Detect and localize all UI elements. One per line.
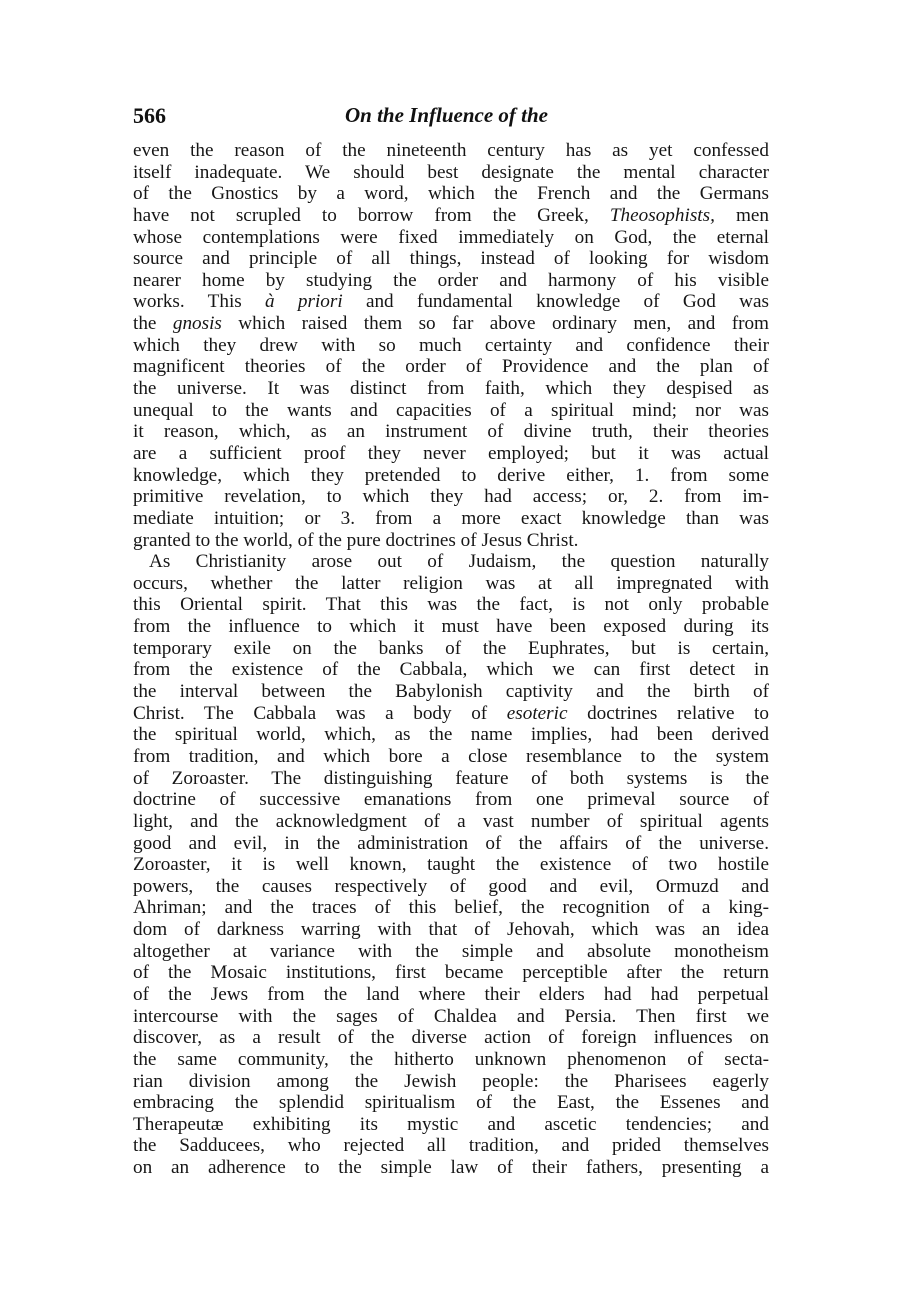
text-line — [133, 421, 769, 443]
text-line — [133, 227, 769, 249]
text-line — [133, 378, 769, 400]
text-line — [133, 919, 769, 941]
text-run: source and principle of all things, instead of looking for wisdom — [133, 248, 769, 270]
text-run: on an adherence to the simple law of their fathers, presenting a — [133, 1157, 769, 1179]
text-line — [133, 1071, 769, 1093]
text-line — [133, 876, 769, 898]
text-line — [133, 508, 769, 530]
text-line — [133, 768, 769, 790]
text-line — [133, 746, 769, 768]
text-line — [133, 530, 769, 552]
text-run: rian division among the Jewish people: the Pharisees eagerly — [133, 1070, 769, 1092]
text-line — [133, 140, 769, 162]
text-run: the same community, the hitherto unknown phenomenon of secta- — [133, 1048, 769, 1070]
text-run: the Sadducees, who rejected all tradition, and prided themselves — [133, 1135, 769, 1157]
text-run: of the Gnostics by a word, which the French and the Germans — [133, 183, 769, 205]
page-number: 566 — [133, 103, 166, 128]
text-run: Therapeutæ exhibiting its mystic and ascetic tendencies; and — [133, 1113, 769, 1135]
text-run: which they drew with so much certainty and confidence their — [133, 334, 769, 356]
text-line — [133, 162, 769, 184]
text-line — [133, 638, 769, 660]
text-run: discover, as a result of the diverse action of foreign influences on — [133, 1027, 769, 1049]
text-run: of Zoroaster. The distinguishing feature of both systems is the — [133, 767, 769, 789]
text-line — [133, 313, 769, 335]
text-run: doctrine of successive emanations from one primeval source of — [133, 789, 769, 811]
text-run: are a sufficient proof they never employed; but it was actual — [133, 442, 769, 464]
text-line — [133, 681, 769, 703]
text-run: magnificent theories of the order of Providence and the plan of — [133, 356, 769, 378]
text-run: primitive revelation, to which they had access; or, 2. from im- — [133, 486, 769, 508]
text-line — [133, 205, 769, 227]
text-run: from the influence to which it must have been exposed during its — [133, 616, 769, 638]
text-line — [133, 465, 769, 487]
text-line — [133, 291, 769, 313]
text-line — [133, 811, 769, 833]
text-line — [133, 443, 769, 465]
text-run: men — [714, 204, 769, 226]
text-run: mediate intuition; or 3. from a more exact knowledge than was — [133, 507, 769, 529]
text-run: As Christianity arose out of Judaism, the question naturally — [149, 551, 769, 573]
text-line — [133, 270, 769, 292]
text-line — [133, 659, 769, 681]
text-line — [133, 854, 769, 876]
body-text — [133, 140, 769, 1179]
paragraph — [133, 551, 769, 1179]
text-run: which raised them so far above ordinary men, and from — [221, 313, 769, 335]
text-run: of the Mosaic institutions, first became perceptible after the return — [133, 962, 769, 984]
text-line — [133, 183, 769, 205]
text-run: light, and the acknowledgment of a vast number of spiritual agents — [133, 810, 769, 832]
text-run: the — [133, 313, 173, 335]
paragraph — [133, 140, 769, 551]
text-line — [133, 1114, 769, 1136]
text-line — [133, 984, 769, 1006]
text-run: the universe. It was distinct from faith, which they despised as — [133, 378, 769, 400]
text-run: temporary exile on the banks of the Euphrates, but is certain, — [133, 637, 769, 659]
text-run: knowledge, which they pretended to derive either, 1. from some — [133, 464, 769, 486]
text-line — [133, 248, 769, 270]
text-line — [133, 1027, 769, 1049]
text-run: dom of darkness warring with that of Jehovah, which was an idea — [133, 919, 769, 941]
text-line — [133, 962, 769, 984]
text-line — [133, 1006, 769, 1028]
text-line — [133, 335, 769, 357]
text-run: altogether at variance with the simple and absolute monotheism — [133, 940, 769, 962]
running-head: On the Influence of the — [345, 103, 549, 127]
text-line — [133, 616, 769, 638]
text-line — [133, 789, 769, 811]
text-run: nearer home by studying the order and harmony of his visible — [133, 269, 769, 291]
text-run: and fundamental knowledge of God was — [342, 291, 769, 313]
text-run: embracing the splendid spiritualism of the East, the Essenes and — [133, 1092, 769, 1114]
text-line — [133, 897, 769, 919]
text-line — [133, 594, 769, 616]
text-run: from the existence of the Cabbala, which we can first detect in — [133, 659, 769, 681]
text-run: unequal to the wants and capacities of a spiritual mind; nor was — [133, 399, 769, 421]
text-line — [133, 1092, 769, 1114]
text-run: whose contemplations were fixed immediately on God, the eternal — [133, 226, 769, 248]
text-run: Zoroaster, it is well known, taught the existence of two hostile — [133, 854, 769, 876]
text-run: the spiritual world, which, as the name implies, had been derived — [133, 724, 769, 746]
text-run: powers, the causes respectively of good and evil, Ormuzd and — [133, 875, 769, 897]
text-run: good and evil, in the administration of the affairs of the universe. — [133, 832, 769, 854]
text-line — [133, 1135, 769, 1157]
text-run: granted to the world, of the pure doctrines of Jesus Christ. — [133, 529, 579, 551]
text-run: Ahriman; and the traces of this belief, the recognition of a king- — [133, 897, 769, 919]
text-run: occurs, whether the latter religion was at all impregnated with — [133, 572, 769, 594]
italic-text: gnosis — [172, 313, 222, 335]
text-run: intercourse with the sages of Chaldea and Persia. Then first we — [133, 1005, 769, 1027]
text-run: even the reason of the nineteenth century has as yet confessed — [133, 140, 769, 161]
text-run: from tradition, and which bore a close resemblance to the system — [133, 745, 769, 767]
text-run: have not scrupled to borrow from the Greek, — [133, 204, 610, 226]
italic-text: esoteric — [506, 702, 568, 724]
text-line — [133, 400, 769, 422]
text-run: it reason, which, as an instrument of divine truth, their theories — [133, 421, 769, 443]
text-line — [133, 1157, 769, 1179]
text-run: Christ. The Cabbala was a body of — [133, 702, 507, 724]
text-line — [133, 486, 769, 508]
italic-text: à priori — [265, 291, 343, 313]
text-run: doctrines relative to — [567, 702, 769, 724]
page-header — [133, 103, 769, 133]
text-line — [133, 833, 769, 855]
text-run: itself inadequate. We should best designate the mental character — [133, 161, 769, 183]
text-line — [133, 703, 769, 725]
text-line — [133, 941, 769, 963]
text-line — [133, 1049, 769, 1071]
text-line — [133, 724, 769, 746]
italic-text: Theosophists, — [609, 204, 715, 226]
text-line — [133, 573, 769, 595]
text-run: this Oriental spirit. That this was the fact, is not only probable — [133, 594, 769, 616]
text-run: works. This — [133, 291, 266, 313]
text-run: the interval between the Babylonish captivity and the birth of — [133, 681, 769, 703]
text-line — [133, 356, 769, 378]
text-run: of the Jews from the land where their elders had had perpetual — [133, 983, 769, 1005]
text-line — [133, 551, 769, 573]
